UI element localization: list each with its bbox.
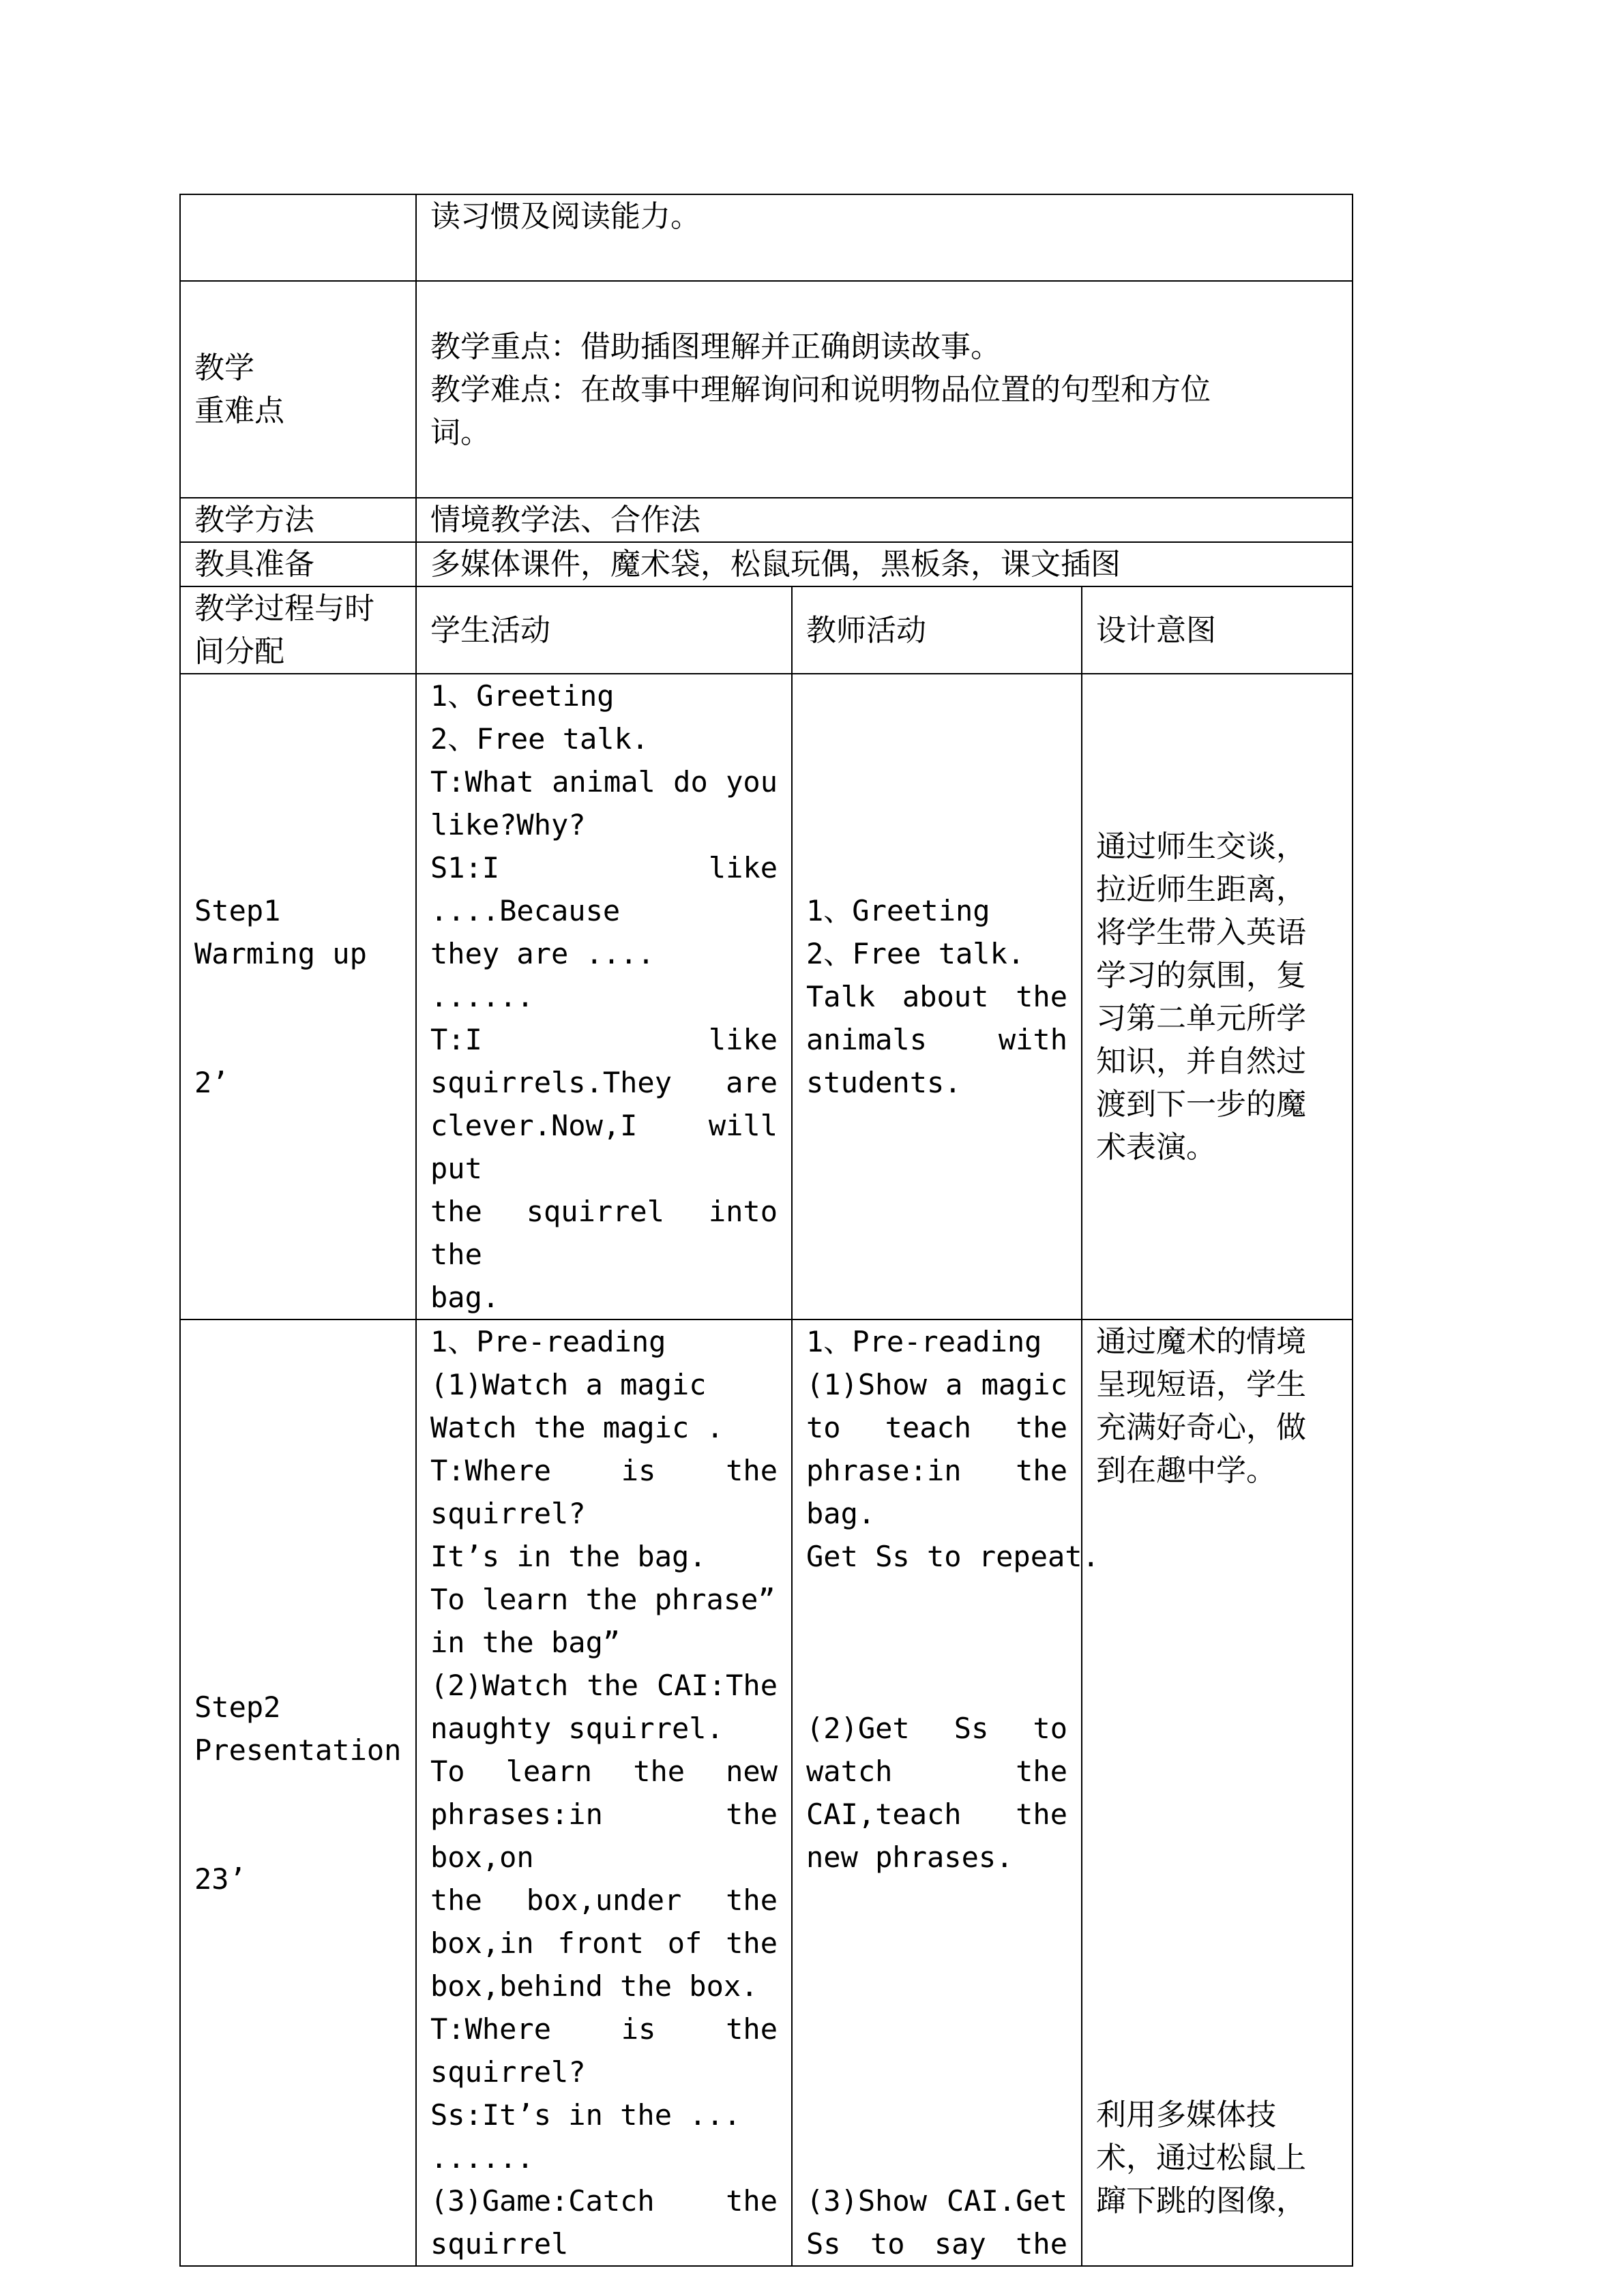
empty-label-cell <box>180 194 416 281</box>
step2-row <box>180 1320 1353 2266</box>
method-value: 情境教学法、合作法 <box>416 498 1353 542</box>
process-label: 教学过程与时 间分配 <box>180 586 416 674</box>
step2-label: Step2 Presentation 23’ <box>180 1320 416 2266</box>
lesson-plan-table <box>179 194 1353 2267</box>
continuation-row <box>180 194 1353 281</box>
step1-label: Step1 Warming up 2’ <box>180 674 416 1320</box>
method-label: 教学方法 <box>180 498 416 542</box>
student-activity-header: 学生活动 <box>416 586 792 674</box>
design-intent-header: 设计意图 <box>1082 586 1353 674</box>
step2-design-intent: 通过魔术的情境 呈现短语，学生 充满好奇心，做 到在趣中学。 利用多媒体技 术，通过松鼠上 蹿下跳的图像， <box>1082 1320 1353 2266</box>
continuation-cell: 读习惯及阅读能力。 <box>416 194 1353 281</box>
key-difficult-row <box>180 281 1353 498</box>
step1-student-activity: 1、Greeting 2、Free talk. T:What animal do you like?Why? S1:I like ....Because they are .... ...... T:I like squirrels.They are clever.Now,I will put the squirrel into the bag. <box>416 674 792 1320</box>
step2-student-activity: 1、Pre-reading (1)Watch a magic Watch the magic . T:Where is the squirrel? It’s in the bag. To learn the phrase” in the bag” (2)Watch the CAI:The naughty squirrel. To learn the new phrases:in the box,on the box,under the box,in front of the box,behind the box. T:Where is the squirrel? Ss:It’s in the ... ...... (3)Game:Catch the squirrel <box>416 1320 792 2266</box>
teacher-activity-header: 教师活动 <box>792 586 1082 674</box>
step1-design-intent: 通过师生交谈， 拉近师生距离， 将学生带入英语 学习的氛围，复 习第二单元所学 知识，并自然过 渡到下一步的魔 术表演。 <box>1082 674 1353 1320</box>
tools-value: 多媒体课件，魔术袋，松鼠玩偶，黑板条，课文插图 <box>416 542 1353 586</box>
tools-row <box>180 542 1353 586</box>
step2-teacher-activity: 1、Pre-reading (1)Show a magic to teach the phrase:in the bag. Get Ss to repeat. (2)Get Ss to watch the CAI,teach the new phrases. (3)Show CAI.Get Ss to say the <box>792 1320 1082 2266</box>
method-row <box>180 498 1353 542</box>
tools-label: 教具准备 <box>180 542 416 586</box>
key-difficult-label: 教学 重难点 <box>180 281 416 498</box>
step1-teacher-activity: 1、Greeting 2、Free talk. Talk about the animals with students. <box>792 674 1082 1320</box>
key-difficult-content: 教学重点：借助插图理解并正确朗读故事。 教学难点：在故事中理解询问和说明物品位置的句型和方位 词。 <box>416 281 1353 498</box>
process-header-row <box>180 586 1353 674</box>
step1-row <box>180 674 1353 1320</box>
